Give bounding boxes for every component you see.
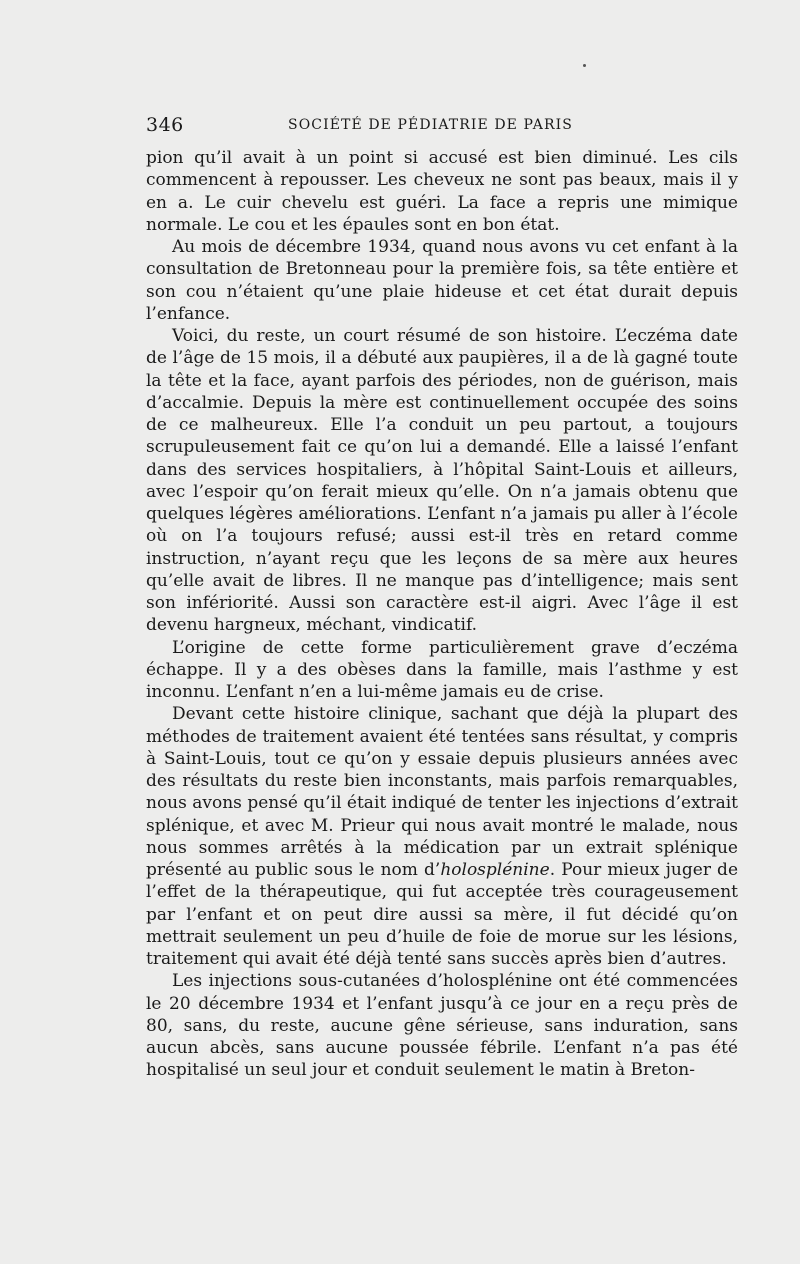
paragraph-5-prefix: d’ [424, 860, 441, 880]
paragraph-2: Au mois de décembre 1934, quand nous avons vu cet enfant à la consultation de Bretonneau pour la première fois, sa tête entière et son cou n’étaient qu’une plaie hideuse et cet état durait depuis l’enfance. [146, 237, 738, 324]
speck-mark [583, 64, 586, 67]
paragraph-5-rest: . Pour mieux juger de l’effet de la thérapeutique, qui fut acceptée très courageusement par l’enfant et on peut dire aussi sa mère, il fut décidé qu’on mettrait seulement un peu d’huile de foie de morue sur les lésions, traitement qui avait été déjà tenté sans succès après bien d’autres. [146, 860, 739, 969]
running-title: SOCIÉTÉ DE PÉDIATRIE DE PARIS [288, 117, 573, 133]
paragraph-6: Les injections sous-cutanées d’holosplénine ont été commencées le 20 décembre 1934 et l’enfant jusqu’à ce jour en a reçu près de 80, sans, du reste, aucune gêne sérieuse, sans induration, sans aucun abcès, sans aucune poussée fébrile. L’enfant n’a pas été hospitalisé un seul jour et conduit seulement le matin à Breton- [146, 971, 738, 1081]
body-text [146, 147, 738, 1082]
page-number: 346 [146, 114, 184, 136]
paragraph-5 [146, 703, 738, 970]
paragraph-3: Voici, du reste, un court résumé de son histoire. L’eczéma date de l’âge de 15 mois, il a débuté aux paupières, il a de là gagné toute la tête et la face, ayant parfois des périodes, non de guérison, mais d’accalmie. Depuis la mère est continuellement occupée des soins de ce malheureux. Elle l’a conduit un peu partout, a toujours scrupuleusement fait ce qu’on lui a demandé. Elle a laissé l’enfant dans des services hospitaliers, à l’hôpital Saint-Louis et ailleurs, avec l’espoir qu’on ferait mieux qu’elle. On n’a jamais obtenu que quelques légères améliorations. L’enfant n’a jamais pu aller à l’école où on l’a toujours refusé; aussi est-il très en retard comme instruction, n’ayant reçu que les leçons de sa mère aux heures qu’elle avait de libres. Il ne manque pas d’intelligence; mais sent son infériorité. Aussi son caractère est-il aigri. Avec l’âge il est devenu hargneux, méchant, vindicatif. [146, 326, 738, 636]
paragraph-1: pion qu’il avait à un point si accusé est bien diminué. Les cils commencent à repousser. Les cheveux ne sont pas beaux, mais il y en a. Le cuir chevelu est guéri. La face a repris une mimique normale. Le cou et les épaules sont en bon état. [146, 148, 738, 235]
paragraph-4: L’origine de cette forme particulièrement grave d’eczéma échappe. Il y a des obèses dans la famille, mais l’asthme y est inconnu. L’enfant n’en a lui-même jamais eu de crise. [146, 637, 738, 702]
paragraph-5-text: Devant cette histoire clinique, sachant que déjà la plupart des méthodes de traitement avaient été tentées sans résultat, y compris à Saint-Louis, tout ce qu’on y essaie depuis plusieurs années avec des résultats du reste bien inconstants, mais parfois remarquables, nous avons pensé qu’il était indiqué de tenter les injections d’extrait splénique, et avec M. Prieur qui nous avait montré le malade, nous nous sommes arrêtés à la médication par un extrait splénique présenté au public sous le nom [146, 704, 738, 880]
product-name: holosplénine [440, 860, 550, 880]
running-head [146, 114, 586, 138]
